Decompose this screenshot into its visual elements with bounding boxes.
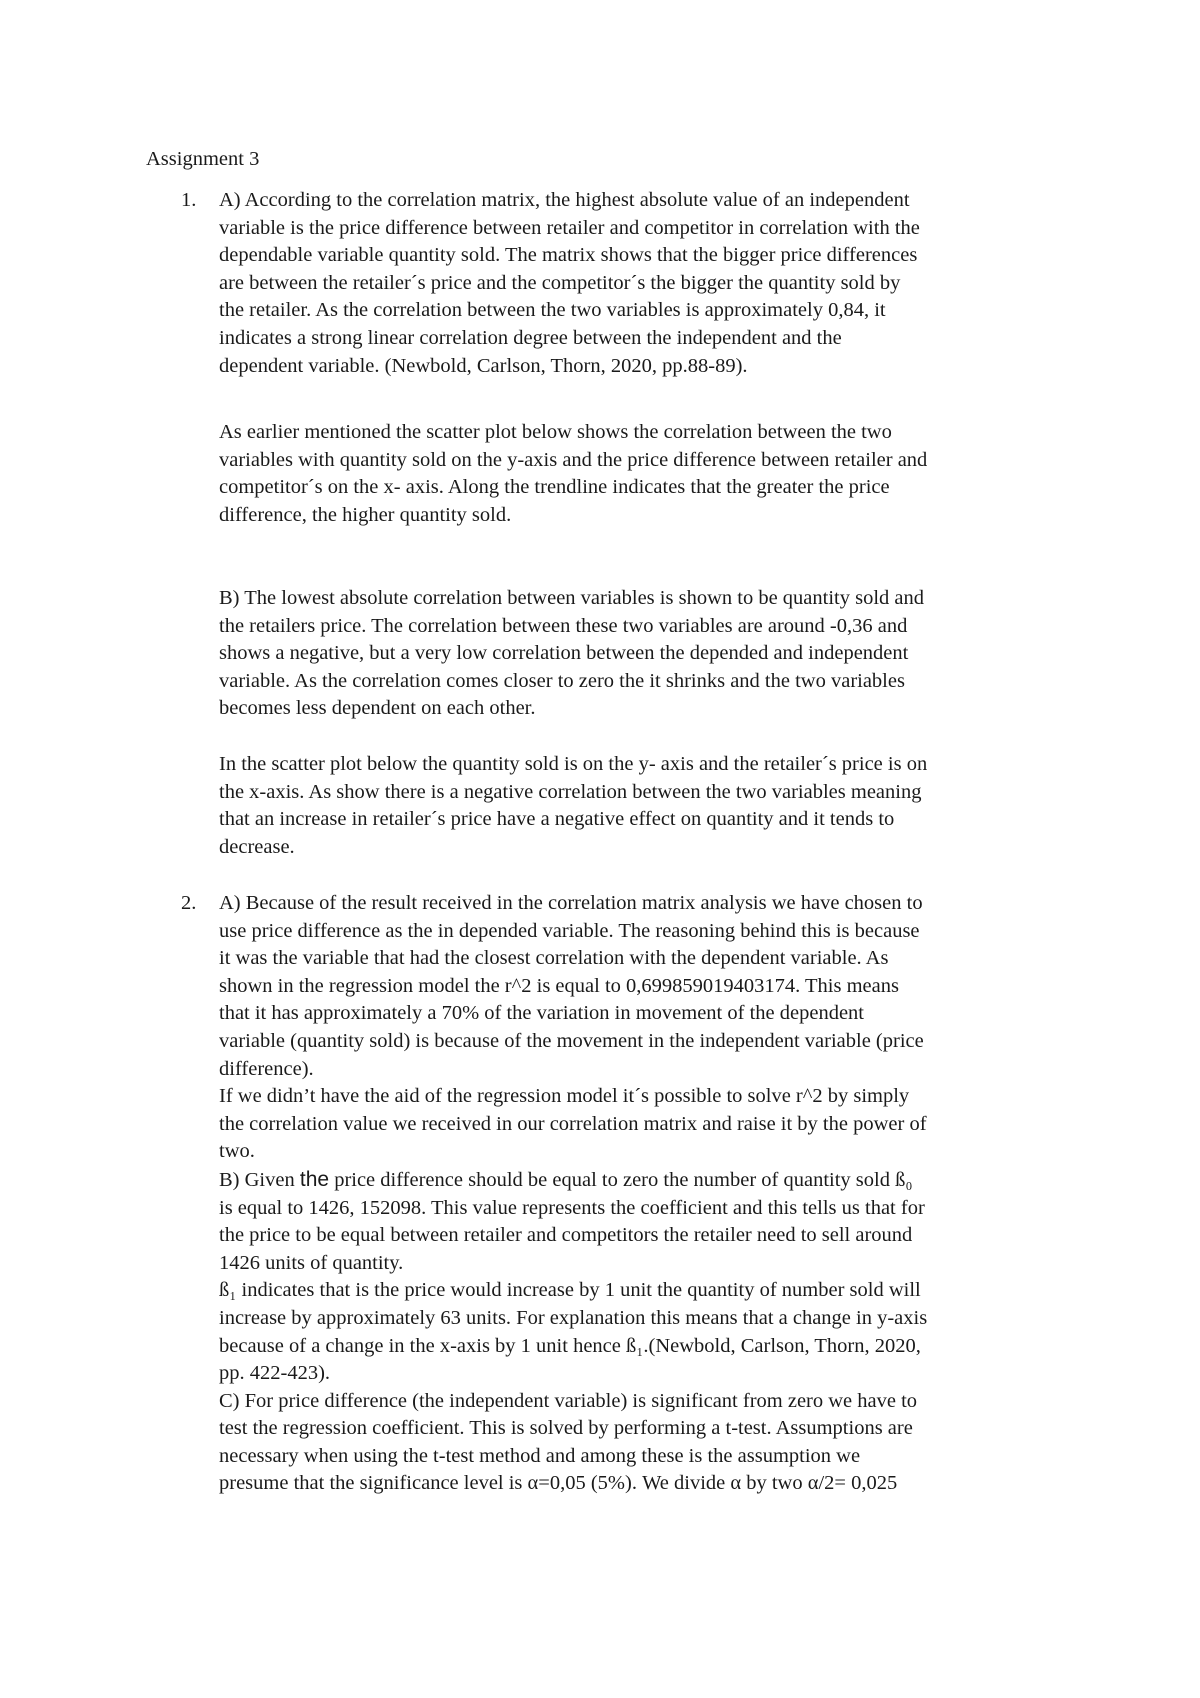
text-line: competitor´s on the x- axis. Along the trendline indicates that the greater the price	[219, 476, 890, 499]
text-line: because of a change in the x-axis by 1 unit hence ß₁.(Newbold, Carlson, Thorn, 2020,	[219, 1334, 921, 1357]
text-line: becomes less dependent on each other.	[219, 697, 536, 720]
text-line: pp. 422-423).	[219, 1362, 331, 1385]
text-line: A) According to the correlation matrix, the highest absolute value of an independent	[219, 189, 910, 211]
text-line: is equal to 1426, 152098. This value represents the coefficient and this tells us that for	[219, 1196, 925, 1219]
q1-scatter-description-b-paragraph	[219, 751, 1069, 861]
list-number-1: 1.	[181, 189, 197, 211]
text-line: If we didn’t have the aid of the regression model it´s possible to solve r^2 by simply	[219, 1085, 910, 1108]
text-line: difference, the higher quantity sold.	[219, 503, 512, 526]
text-line: the x-axis. As show there is a negative correlation between the two variables meaning	[219, 780, 922, 803]
text-line: In the scatter plot below the quantity sold is on the y- axis and the retailer´s price is on	[219, 753, 928, 775]
text-line: indicates a strong linear correlation degree between the independent and the	[219, 326, 842, 349]
text-line: the retailers price. The correlation between these two variables are around -0,36 and	[219, 614, 908, 637]
text-line: the price to be equal between retailer and competitors the retailer need to sell around	[219, 1224, 913, 1247]
text-line: the correlation value we received in our correlation matrix and raise it by the power of	[219, 1112, 927, 1135]
text-line: 1426 units of quantity.	[219, 1251, 404, 1274]
text-line: are between the retailer´s price and the competitor´s the bigger the quantity sold by	[219, 271, 901, 294]
text-line: shows a negative, but a very low correlation between the depended and independent	[219, 642, 909, 665]
text-line: C) For price difference (the independent variable) is significant from zero we have to	[219, 1389, 918, 1412]
text-run: price difference should be equal to zero the number of quantity sold ß₀	[329, 1168, 913, 1191]
text-run: B) Given	[219, 1168, 300, 1191]
text-line: variables with quantity sold on the y-axis and the price difference between retailer and	[219, 448, 928, 471]
text-line: variable. As the correlation comes closer to zero the it shrinks and the two variables	[219, 669, 905, 692]
text-line: dependable variable quantity sold. The matrix shows that the bigger price differences	[219, 244, 918, 267]
list-number-2: 2.	[181, 892, 197, 914]
text-line: variable (quantity sold) is because of the movement in the independent variable (price	[219, 1029, 924, 1052]
text-line: presume that the significance level is α=0,05 (5%). We divide α by two α/2= 0,025	[219, 1472, 898, 1495]
q2-paragraph	[219, 890, 1069, 1498]
text-line: the retailer. As the correlation between the two variables is approximately 0,84, it	[219, 299, 886, 322]
text-line: B) The lowest absolute correlation between variables is shown to be quantity sold and	[219, 587, 924, 609]
q1-part-a-paragraph	[219, 187, 1069, 380]
text-line: variable is the price difference between retailer and competitor in correlation with the	[219, 216, 920, 239]
text-line: test the regression coefficient. This is solved by performing a t-test. Assumptions are	[219, 1417, 913, 1440]
text-line: two.	[219, 1140, 255, 1163]
text-line: that an increase in retailer´s price have a negative effect on quantity and it tends to	[219, 808, 895, 831]
text-line	[219, 1166, 1069, 1195]
text-line: As earlier mentioned the scatter plot below shows the correlation between the two	[219, 421, 892, 443]
page-title: Assignment 3	[146, 148, 260, 170]
text-line: that it has approximately a 70% of the variation in movement of the dependent	[219, 1002, 864, 1025]
text-run-the: the	[299, 1167, 330, 1191]
text-line: increase by approximately 63 units. For explanation this means that a change in y-axis	[219, 1306, 928, 1329]
text-line: dependent variable. (Newbold, Carlson, Thorn, 2020, pp.88-89).	[219, 354, 748, 377]
q1-scatter-description-paragraph	[219, 419, 1069, 529]
text-line: it was the variable that had the closest correlation with the dependent variable. As	[219, 947, 889, 970]
q1-part-b-paragraph	[219, 585, 1069, 723]
text-line: A) Because of the result received in the correlation matrix analysis we have chosen to	[219, 892, 923, 914]
text-line: decrease.	[219, 835, 295, 858]
text-line: use price difference as the in depended variable. The reasoning behind this is because	[219, 919, 920, 942]
text-line: difference).	[219, 1057, 314, 1080]
text-line: ß₁ indicates that is the price would increase by 1 unit the quantity of number sold will	[219, 1279, 921, 1302]
text-line: shown in the regression model the r^2 is equal to 0,699859019403174. This means	[219, 974, 899, 997]
text-line: necessary when using the t-test method and among these is the assumption we	[219, 1444, 861, 1467]
